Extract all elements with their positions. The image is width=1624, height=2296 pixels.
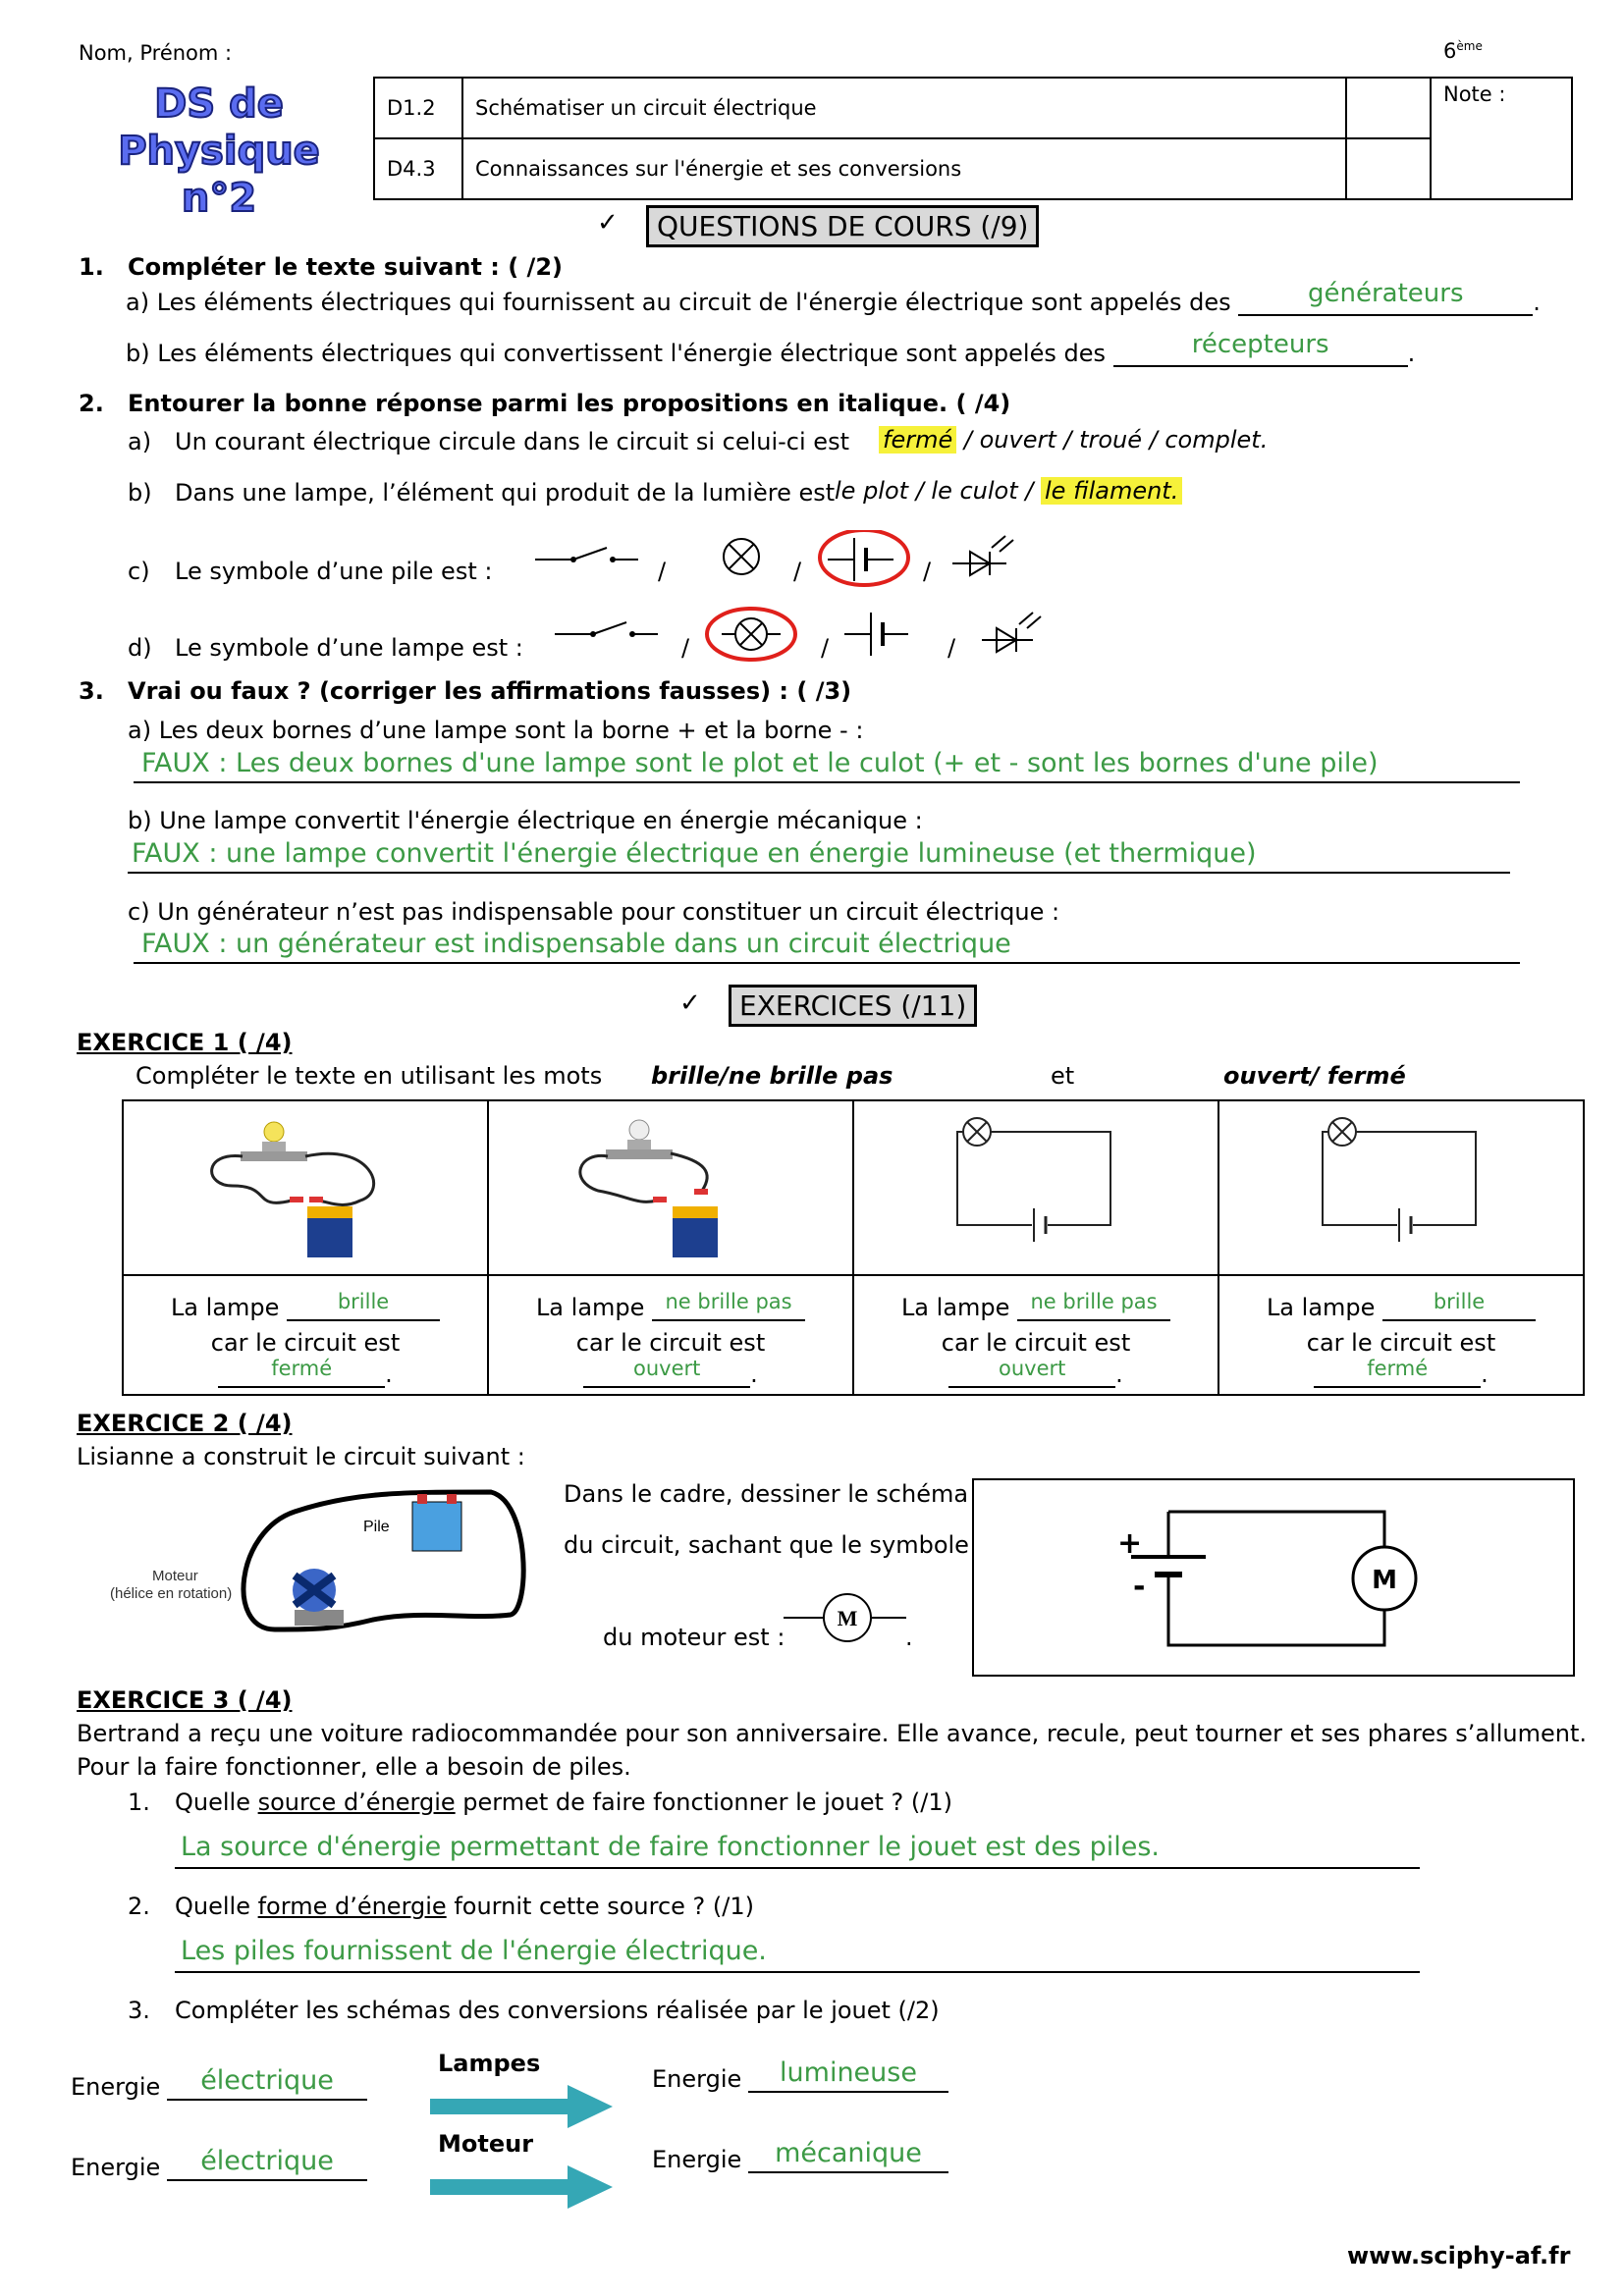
section-title-exercices: EXERCICES (/11) — [729, 985, 977, 1027]
svg-text:M: M — [1372, 1566, 1397, 1595]
slash: / — [923, 558, 932, 585]
circuit-diagram-open — [853, 1100, 1218, 1275]
ex1-lamp-answer[interactable]: brille — [1433, 1290, 1486, 1313]
q3c-answer-line[interactable] — [134, 929, 1520, 964]
slash: / — [821, 634, 830, 662]
ex1-words1: brille/ne brille pas — [651, 1062, 893, 1090]
q2c-symbols[interactable] — [530, 530, 1041, 599]
slash: / — [681, 634, 690, 662]
skill-label: Schématiser un circuit électrique — [462, 78, 1346, 138]
ex2-dot: . — [905, 1624, 913, 1651]
q3c-answer: FAUX : un générateur est indispensable dans un circuit électrique — [141, 929, 1011, 959]
q2d-symbols[interactable] — [550, 605, 1060, 673]
svg-text:+: + — [1117, 1526, 1143, 1561]
q3c-text: c) Un générateur n’est pas indispensable pour constituer un circuit électrique : — [128, 898, 1060, 926]
ex3-q1-num: 1. — [128, 1789, 150, 1816]
conv1-device: Lampes — [438, 2050, 541, 2077]
arrow-right-icon — [430, 2085, 617, 2128]
circuit-diagram-closed — [1218, 1100, 1584, 1275]
ex1-et: et — [1051, 1062, 1075, 1090]
helice-label: (hélice en rotation) — [110, 1585, 233, 1602]
q2a-label: a) — [128, 428, 152, 455]
ex3-q3: Compléter les schémas des conversions réalisée par le jouet (/2) — [175, 1997, 940, 2024]
q1-title: Compléter le texte suivant : ( /2) — [128, 253, 563, 281]
pile-label: Pile — [363, 1519, 390, 1535]
q2a-text: Un courant électrique circule dans le circuit si celui-ci est — [175, 428, 849, 455]
energie-label: Energie — [652, 2146, 742, 2173]
circuit-diagram-icon — [855, 1102, 1217, 1269]
q2a-options[interactable]: fermé / ouvert / troué / complet. — [879, 426, 1268, 454]
skill-code: D4.3 — [374, 138, 462, 199]
ex1-title: EXERCICE 1 ( /4) — [77, 1029, 293, 1056]
note-box[interactable]: Note : — [1431, 78, 1572, 199]
skills-table — [373, 77, 1573, 200]
ex1-lamp-answer[interactable]: ne brille pas — [665, 1290, 792, 1313]
q3b-answer-line[interactable] — [128, 838, 1510, 874]
ex1-state-answer[interactable]: fermé — [1367, 1357, 1429, 1380]
q2d-text: Le symbole d’une lampe est : — [175, 634, 523, 662]
section-title-cours: QUESTIONS DE COURS (/9) — [646, 205, 1039, 247]
slash: / — [947, 634, 956, 662]
ex3-q1: Quelle source d’énergie permet de faire fonctionner le jouet ? (/1) — [175, 1789, 952, 1816]
ex2-intro: Lisianne a construit le circuit suivant : — [77, 1443, 525, 1470]
circuit-photo-closed — [123, 1100, 488, 1275]
ex2-instr1: Dans le cadre, dessiner le schéma — [564, 1480, 969, 1508]
motor-symbol-icon — [784, 1588, 911, 1647]
battery-symbol-icon — [828, 538, 893, 581]
battery-lamp-icon — [490, 1102, 851, 1269]
slash: / — [658, 558, 667, 585]
ex3-q1-answer: La source d'énergie permettant de faire fonctionner le jouet est des piles. — [181, 1832, 1161, 1862]
ex1-cell: La lampe ne brille pas car le circuit est ouvert . — [853, 1275, 1218, 1395]
name-label: Nom, Prénom : — [79, 41, 233, 65]
q1a-answer[interactable]: générateurs — [1308, 279, 1464, 308]
conv2-to-line[interactable] — [748, 2138, 948, 2173]
ex1-cell: La lampe brille car le circuit est fermé . — [123, 1275, 488, 1395]
q3b-answer: FAUX : une lampe convertit l'énergie électrique en énergie lumineuse (et thermique) — [132, 838, 1257, 869]
q3-num: 3. — [79, 677, 104, 705]
conv1-from-line[interactable] — [167, 2065, 367, 2101]
conv2-to: mécanique — [775, 2138, 922, 2168]
arrow-right-icon — [430, 2165, 617, 2209]
slash: / — [793, 558, 802, 585]
q2b-options[interactable]: le plot / le culot / le filament. — [835, 477, 1182, 505]
footer-site[interactable]: www.sciphy-af.fr — [1347, 2242, 1571, 2269]
q3a-answer: FAUX : Les deux bornes d'une lampe sont le plot et le culot (+ et - sont les bornes d'une pile) — [141, 748, 1379, 778]
ex2-circuit-drawing — [98, 1472, 530, 1639]
ex2-instr2: du circuit, sachant que le symbole — [564, 1531, 969, 1559]
q3a-answer-line[interactable] — [134, 748, 1520, 783]
ex1-cell: La lampe brille car le circuit est fermé . — [1218, 1275, 1584, 1395]
q2-num: 2. — [79, 390, 104, 417]
battery-lamp-icon — [125, 1102, 486, 1269]
lamp-symbol-icon — [722, 618, 781, 650]
q1b-text: b) Les éléments électriques qui convertissent l'énergie électrique sont appelés des récepteurs . — [126, 330, 1416, 367]
conv1-to: lumineuse — [780, 2057, 917, 2088]
skill-score[interactable] — [1346, 78, 1431, 138]
ex2-answer-frame[interactable] — [972, 1478, 1575, 1677]
ex3-q2: Quelle forme d’énergie fournit cette source ? (/1) — [175, 1893, 754, 1920]
diode-symbol-icon — [952, 536, 1013, 575]
ex3-q3-num: 3. — [128, 1997, 150, 2024]
ex3-q2-answer: Les piles fournissent de l'énergie électrique. — [181, 1936, 767, 1966]
conv2-from-line[interactable] — [167, 2146, 367, 2181]
q3a-text: a) Les deux bornes d’une lampe sont la borne + et la borne - : — [128, 717, 864, 744]
skill-code: D1.2 — [374, 78, 462, 138]
energie-label: Energie — [652, 2065, 742, 2093]
conv1-to-line[interactable] — [748, 2057, 948, 2093]
q2b-text: Dans une lampe, l’élément qui produit de la lumière est — [175, 479, 836, 507]
q2c-label: c) — [128, 558, 150, 585]
ex2-instr3: du moteur est : — [603, 1624, 785, 1651]
skill-label: Connaissances sur l'énergie et ses conversions — [462, 138, 1346, 199]
ex3-q1-answer-line[interactable] — [175, 1832, 1420, 1869]
ex1-words2: ouvert/ fermé — [1223, 1062, 1406, 1090]
ex1-cell: La lampe ne brille pas car le circuit est ouvert . — [488, 1275, 853, 1395]
svg-text:-: - — [1133, 1570, 1146, 1604]
q1b-answer[interactable]: récepteurs — [1191, 330, 1329, 359]
grade-label: 6ème — [1443, 39, 1483, 63]
battery-symbol-icon — [844, 613, 908, 656]
energie-label: Energie — [71, 2073, 161, 2101]
ex1-lamp-answer[interactable]: brille — [337, 1290, 390, 1313]
lamp-symbol-icon — [724, 539, 759, 574]
ex3-intro1: Bertrand a reçu une voiture radiocommandée pour son anniversaire. Elle avance, recule, peut tourner et ses phares s’allument. — [77, 1720, 1587, 1747]
ex1-state-answer[interactable]: fermé — [271, 1357, 333, 1380]
moteur-label: Moteur — [152, 1568, 198, 1584]
ex3-q2-answer-line[interactable] — [175, 1936, 1420, 1973]
q2-title: Entourer la bonne réponse parmi les propositions en italique. ( /4) — [128, 390, 1011, 417]
ex3-title: EXERCICE 3 ( /4) — [77, 1686, 293, 1714]
q3-title: Vrai ou faux ? (corriger les affirmations fausses) : ( /3) — [128, 677, 852, 705]
skill-score[interactable] — [1346, 138, 1431, 199]
q1-num: 1. — [79, 253, 104, 281]
diode-symbol-icon — [982, 613, 1041, 652]
svg-text:M: M — [837, 1606, 858, 1630]
switch-symbol-icon — [535, 548, 638, 562]
conv2-device: Moteur — [438, 2130, 534, 2158]
q2b-label: b) — [128, 479, 152, 507]
conv2-from: électrique — [200, 2146, 334, 2176]
check-icon: ✓ — [679, 988, 701, 1018]
ex2-circuit-answer — [974, 1480, 1573, 1675]
q2c-text: Le symbole d’une pile est : — [175, 558, 493, 585]
q3b-text: b) Une lampe convertit l'énergie électrique en énergie mécanique : — [128, 807, 923, 834]
ex1-table — [122, 1099, 1585, 1396]
ex2-title: EXERCICE 2 ( /4) — [77, 1410, 293, 1437]
q1a-text: a) Les éléments électriques qui fournissent au circuit de l'énergie électrique sont appelés des générateurs . — [126, 279, 1541, 316]
circuit-photo-open — [488, 1100, 853, 1275]
ex1-state-answer[interactable]: ouvert — [632, 1357, 701, 1380]
ex3-intro2: Pour la faire fonctionner, elle a besoin de piles. — [77, 1753, 631, 1781]
circuit-diagram-icon — [1220, 1102, 1582, 1269]
q2d-label: d) — [128, 634, 152, 662]
ex3-q2-num: 2. — [128, 1893, 150, 1920]
logo: DS de Physique n°2 — [118, 81, 320, 221]
conv1-from: électrique — [200, 2065, 334, 2096]
check-icon: ✓ — [597, 208, 619, 238]
switch-symbol-icon — [555, 622, 658, 637]
energie-label: Energie — [71, 2154, 161, 2181]
ex1-intro: Compléter le texte en utilisant les mots — [135, 1062, 603, 1090]
ex1-lamp-answer[interactable]: ne brille pas — [1030, 1290, 1158, 1313]
ex1-state-answer[interactable]: ouvert — [998, 1357, 1066, 1380]
